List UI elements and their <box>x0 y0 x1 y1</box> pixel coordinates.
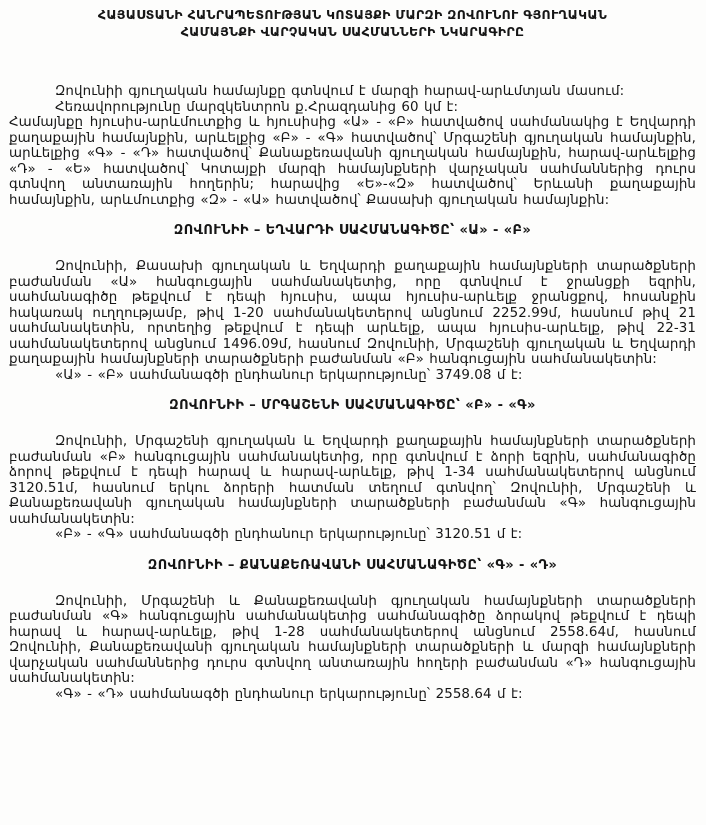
document-title-line-2: ՀԱՄԱՅՆՔԻ ՎԱՐՉԱԿԱՆ ՍԱՀՄԱՆՆԵՐԻ ՆԿԱՐԱԳԻՐԸ <box>180 24 525 39</box>
intro-paragraph-borders: Համայնքը հյուսիս-արևմուտքից և հյուսիսից «Ա» - «Բ» հատվածով սահմանակից է Եղվարդի քաղաքային համայնքին, արևելքից «Բ» - «Գ» հատվածով՝ Մրգաշենի գյուղական համայնքին, արևելքից «Գ» - «Դ» հատվածով՝ Քանաքեռավանի գյուղական համայնքին, հարավ-արևելքից «Դ» - «Ե» հատվածով՝ Կոտայքի մարզի համայնքների վարչական սահմաններից դուրս գտնվող անտառային հողերին; հարավից «Ե»-«Զ» հատվածով՝ Երևանի քաղաքային համայնքին, արևմուտքից «Զ» - «Ա» հատվածով՝ Քասախի գյուղական համայնքին: <box>9 115 696 208</box>
document-title-line-1: ՀԱՅԱՍՏԱՆԻ ՀԱՆՐԱՊԵՏՈՒԹՅԱՆ ԿՈՏԱՅՔԻ ՄԱՐԶԻ ԶՈՎՈՒՆՈՒ ԳՅՈՒՂԱԿԱՆ <box>97 7 608 22</box>
section-summary-b-g: «Բ» - «Գ» սահմանագծի ընդհանուր երկարությունը՝ 3120.51 մ է: <box>55 527 523 542</box>
section-heading-b-g: ԶՈՎՈՒՆԻԻ – ՄՐԳԱՇԵՆԻ ՍԱՀՄԱՆԱԳԻԾԸ՝ «Բ» - «Գ» <box>169 398 536 413</box>
intro-paragraph-location: Զովունիի գյուղական համայնքը գտնվում է մարզի հարավ-արևմտյան մասում: <box>55 84 625 99</box>
section-summary-g-d: «Գ» - «Դ» սահմանագծի ընդհանուր երկարությունը՝ 2558.64 մ է: <box>55 686 523 702</box>
section-heading-a-b: ԶՈՎՈՒՆԻԻ – ԵՂՎԱՐԴԻ ՍԱՀՄԱՆԱԳԻԾԸ՝ «Ա» - «Բ» <box>173 223 532 238</box>
section-summary-a-b: «Ա» - «Բ» սահմանագծի ընդհանուր երկարությունը՝ 3749.08 մ է: <box>55 367 523 383</box>
section-body-b-g: Զովունիի, Մրգաշենի գյուղական և Եղվարդի քաղաքային համայնքների տարածքների բաժանման «Բ» հանգուցային սահմանակետից, որը գտնվում է ձորի եզրին, սահմանագիծը ձորով թեքվում է դեպի հարավ և հարավ-արևելք, թիվ 1-34 սահմանակետերով անցնում 3120.51մ, հասնում երկու ձորերի հատման տեղում գտնվող՝ Զովունիի, Մրգաշենի և Քանաքեռավանի գյուղական համայնքների տարածքների բաժանման «Գ» հանգուցային սահմանակետին: <box>9 434 696 527</box>
intro-paragraph-distance: Հեռավորությունը մարզկենտրոն ք.Հրազդանից 60 կմ է: <box>55 99 459 115</box>
section-heading-g-d: ԶՈՎՈՒՆԻԻ – ՔԱՆԱՔԵՌԱՎԱՆԻ ՍԱՀՄԱՆԱԳԻԾԸ՝ «Գ» - «Դ» <box>147 557 558 573</box>
section-body-g-d: Զովունիի, Մրգաշենի և Քանաքեռավանի գյուղական համայնքների տարածքների բաժանման «Գ» հանգուցային սահմանակետից սահմանագիծը ձորակով թեքվում է դեպի հարավ և հարավ-արևելք, թիվ 1-28 սահմանակետերով անցնում 2558.64մ, հասնում Զովունիի, Քանաքեռավանի գյուղական համայնքների տարածքների և մարզի համայնքների վարչական սահմաններից դուրս գտնվող անտառային հողերի բաժանման «Դ» հանգուցային սահմանակետին: <box>9 593 696 686</box>
section-body-a-b: Զովունիի, Քասախի գյուղական և Եղվարդի քաղաքային համայնքների տարածքների բաժանման «Ա» հանգուցային սահմանակետից, որը գտնվում է ջրանցքի եզրին, սահմանագիծը թեքվում է դեպի հյուսիս, ապա հյուսիս-արևելք ջրանցքով, հոսանքին հակառակ ուղղությամբ, թիվ 1-20 սահմանակետերով անցնում 2252.99մ, հասնում թիվ 21 սահմանակետին, որտեղից թեքվում է դեպի արևելք, ապա հյուսիս-արևելք, թիվ 22-31 սահմանակետերով անցնում 1496.09մ, հասնում Զովունիի, Մրգաշենի գյուղական և Եղվարդի քաղաքային համայնքների տարածքների բաժանման «Բ» հանգուցային սահմանակետին: <box>9 259 696 367</box>
document-title <box>9 6 696 40</box>
